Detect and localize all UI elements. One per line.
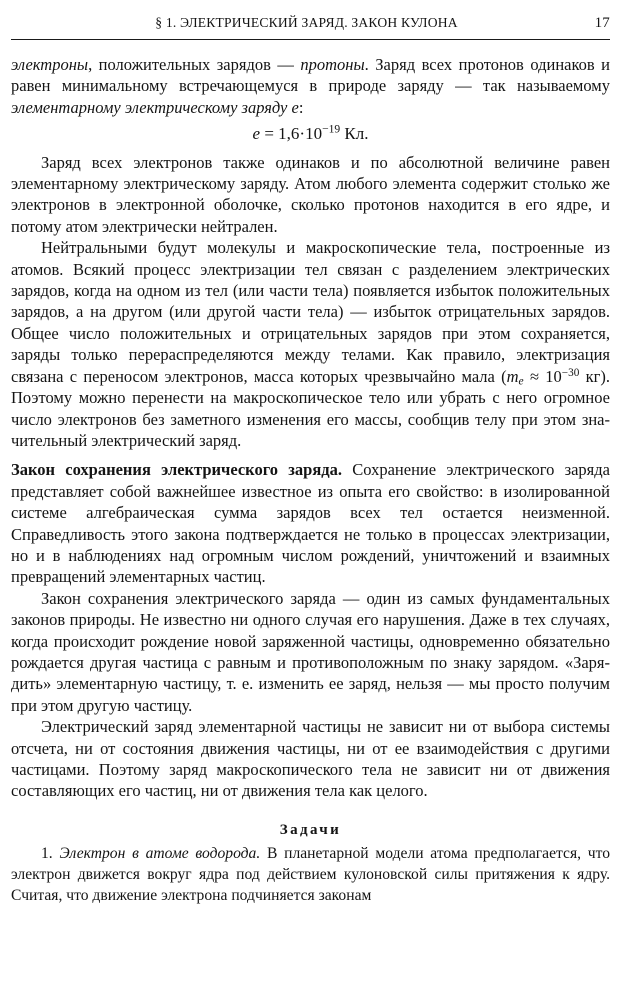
running-head: [11, 14, 610, 40]
problems-heading: Задачи: [279, 821, 342, 838]
paragraph-conservation-law: Закон сохранения электрического заряда. Сохранение электрического заряда представляет собой важнейшее известное из опыта его свойство: в изолированной системе алгебраическая сумма зарядов всех тел остается неизменной. Справедливость этого закона подтверждается не только в процессах электризации, но и в наблюдениях над огромным числом рождений, уничтожений и взаимных превращений элементарных частиц.: [11, 460, 610, 587]
paragraph-electron-charge: Заряд всех электронов также одинаков и по абсолютной величине равен элементарному электрическому заряду. Атом любого элемента содержит столько же электронов в электронной оболочке, сколько протонов находится в его ядре, и потому атом электрически нейтрален.: [11, 152, 610, 236]
paragraph-charge-invariance: Электрический заряд элементарной частицы не зависит ни от выбора системы отсчета, ни от состояния движения частицы, ни от ее взаимодействия с другими частицами. Поэтому заряд макроскопического тела не зависит ни от движения составляющих его частиц, ни от движения тела как целого.: [11, 717, 610, 801]
paragraph-electrization: Нейтральными будут молекулы и макроскопические тела, построенные из атомов. Всякий процесс электризации тел связан с разделением электрических зарядов, когда на одном из тел (или части тела) появляется избыток положительных зарядов, а на другом (или другой части тела) — избыток отрицательных зарядов. Общее число положительных и отрицательных зарядов при этом сохраняется, заряды только перераспределяются между телами. Как правило, электризация связана с переносом электронов, масса которых чрезвычайно мала ($m_e \approx 10^{-30}$ кг). Поэтому можно перенести на макроскопическое тело или убрать с него огромное число электронов без заметного изменения его массы, сообщив телу при этом значительный электрический заряд.: [11, 238, 610, 450]
section-title: § 1. ЭЛЕКТРИЧЕСКИЙ ЗАРЯД. ЗАКОН КУЛОНА: [155, 15, 458, 30]
paragraph-fundamental-law: Закон сохранения электрического заряда — один из самых фундаментальных законов природы. Не известно ни одного случая его нарушения. Даже в тех случаях, когда происходит рождение новой заряженной частицы, одновременно обязательно рождается другая частица с равным и противоположным по знаку зарядом. «Зарядить» элементарную частицу, т. е. изменить ее заряд, нельзя — мы просто получим при этом другую частицу.: [11, 588, 610, 715]
problem-1-title: Электрон в атоме водорода.: [59, 845, 261, 863]
paragraph-continuation: электроны, положительных зарядов — протоны. Заряд всех протонов одинаков и равен минимальному встречающемуся в природе заряду — так называемому элементарному электрическому заряду e:: [11, 55, 611, 117]
term-protons: протоны: [300, 55, 365, 74]
page-number: 17: [594, 15, 610, 31]
conservation-law-heading: Закон сохранения электрического заряда.: [11, 460, 343, 480]
problem-1: 1. Электрон в атоме водорода. В планетарной модели атома предполагается, что электрон движется вокруг ядра под действием кулоновской силы притяжения к ядру. Считая, что движение электрона подчиняется законам: [11, 845, 610, 904]
term-electrons: электроны: [11, 55, 89, 74]
term-elementary-charge: элементарному электрическому заряду e: [11, 97, 299, 117]
elementary-charge-formula: $e = 1,6\cdot 10^{-19}$ Кл.: [252, 122, 369, 144]
